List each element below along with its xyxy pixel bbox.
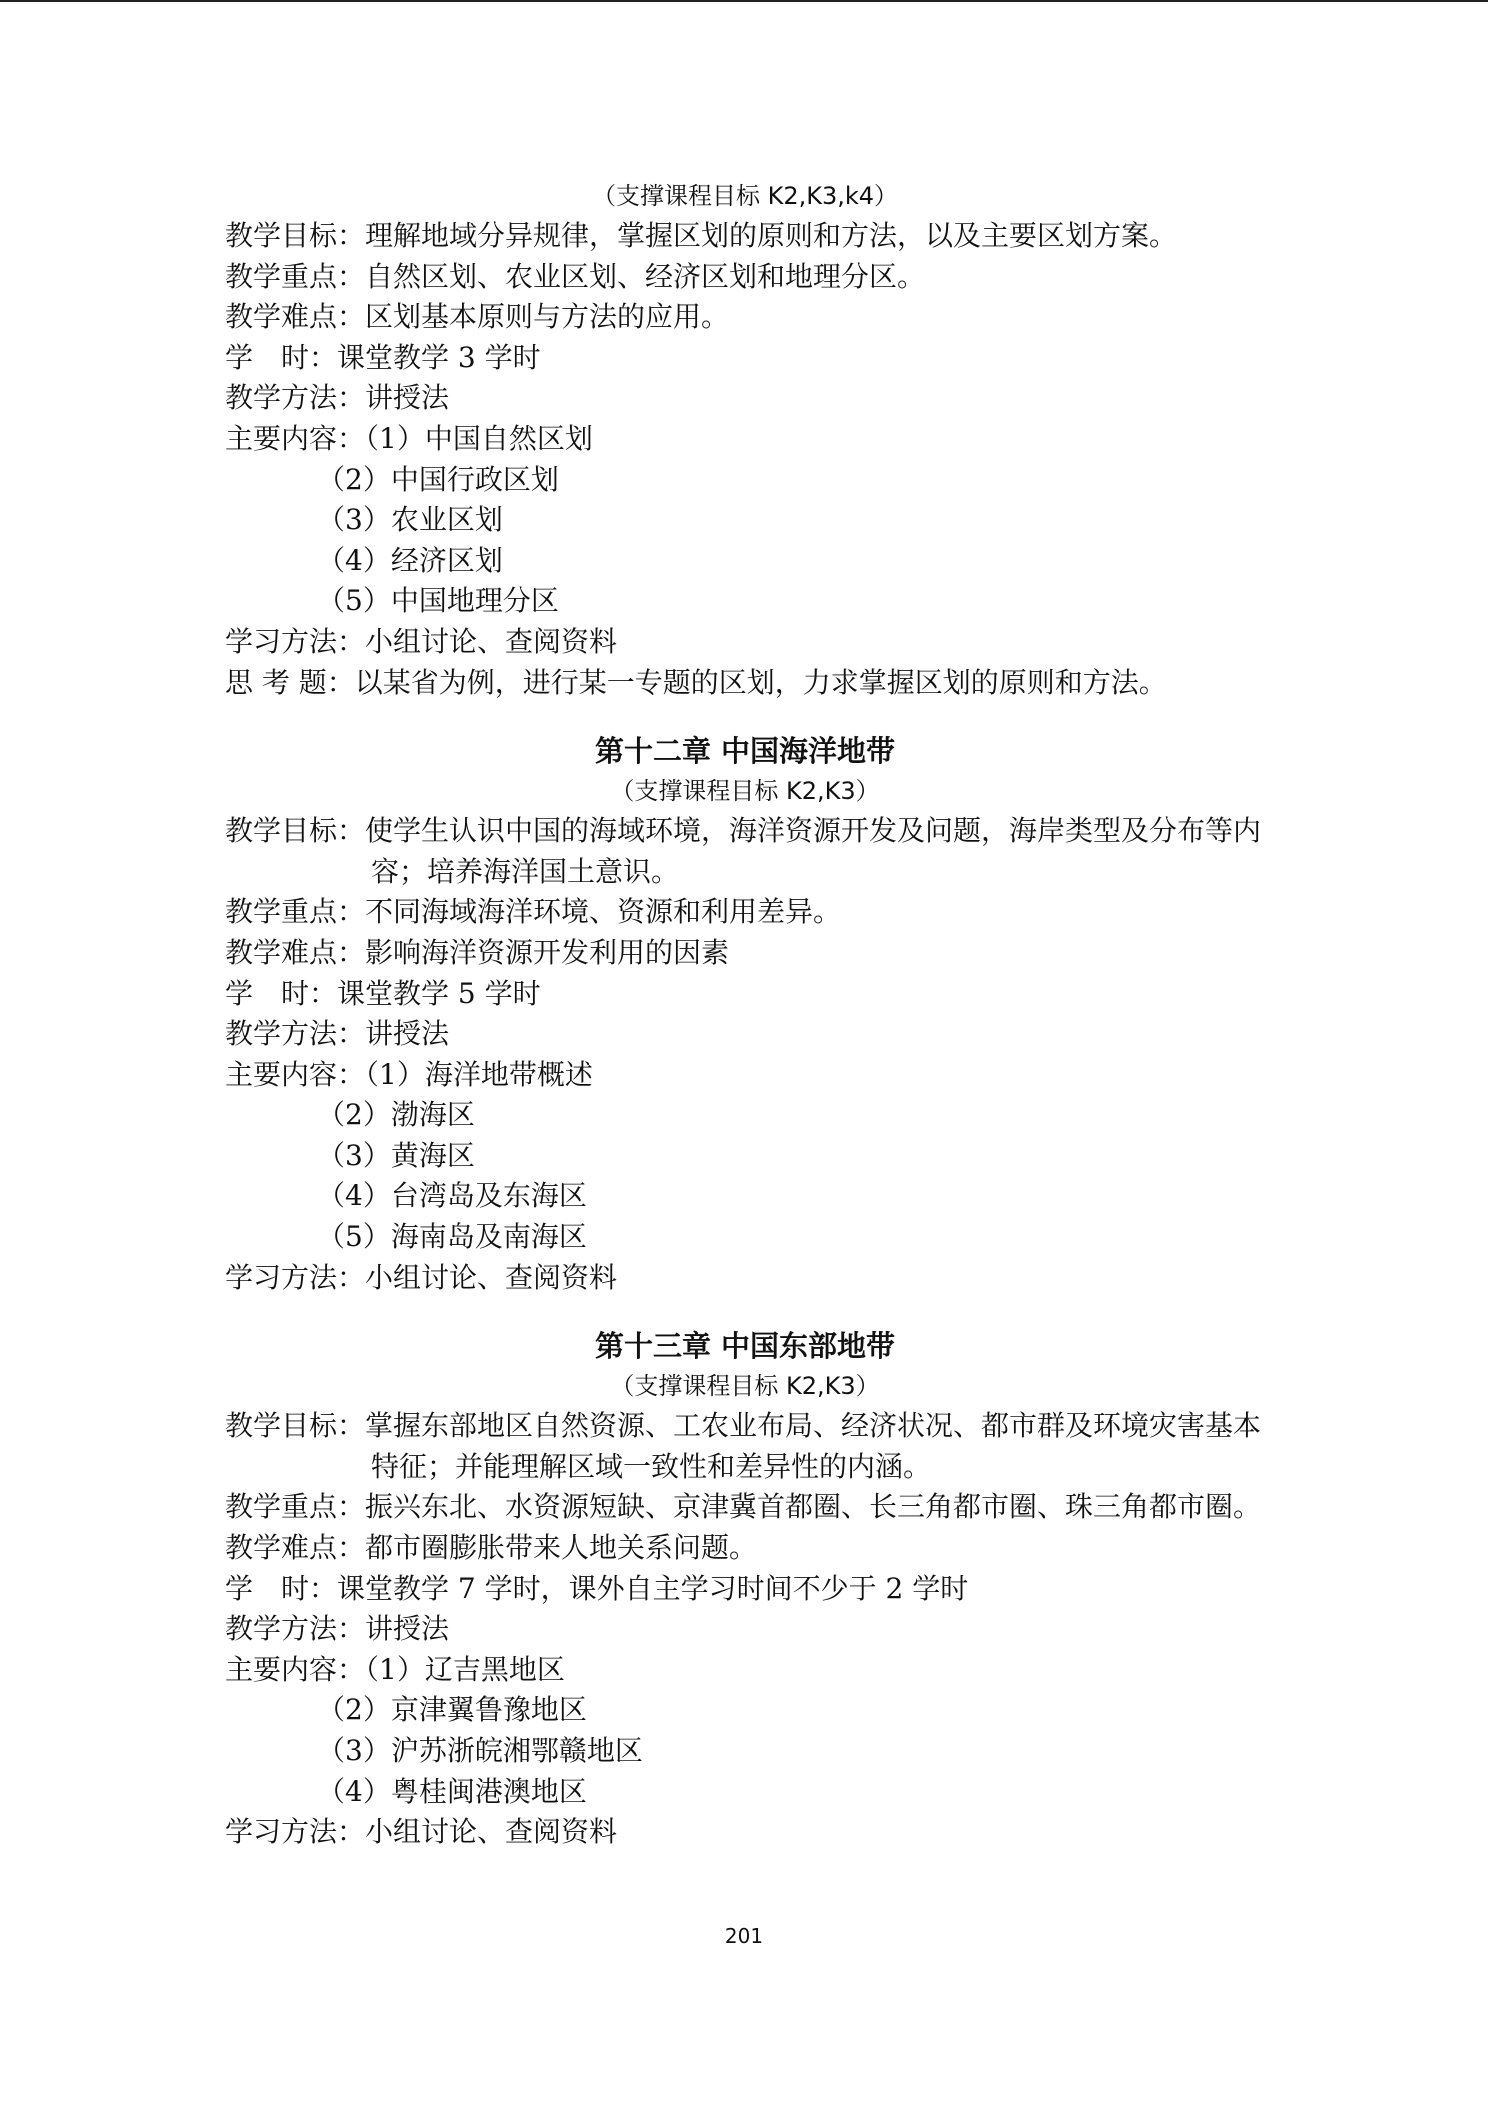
teaching-goal: 教学目标：使学生认识中国的海域环境，海洋资源开发及问题，海岸类型及分布等内容；培养海洋国土意识。 <box>225 814 1262 888</box>
teaching-focus: 教学重点：自然区划、农业区划、经济区划和地理分区。 <box>225 259 926 293</box>
learning-method: 学习方法：小组讨论、查阅资料 <box>225 624 618 658</box>
content-item: （5）海南岛及南海区 <box>317 1220 587 1254</box>
class-hours: 学 时：课堂教学 3 学时 <box>225 340 541 374</box>
main-content: 主要内容：（1）辽吉黑地区 <box>225 1652 565 1686</box>
teaching-method: 教学方法：讲授法 <box>225 1017 450 1051</box>
teaching-difficulty: 教学难点：影响海洋资源开发利用的因素 <box>225 935 730 969</box>
main-content: 主要内容：（1）中国自然区划 <box>225 421 593 455</box>
content-item: （3）农业区划 <box>317 503 503 537</box>
top-border <box>0 0 1488 2</box>
content-item: （2）渤海区 <box>317 1098 475 1132</box>
document-page <box>225 176 1265 1853</box>
content-item: （2）京津翼鲁豫地区 <box>317 1693 587 1727</box>
support-objectives: （支撑课程目标 K2,K3,k4） <box>591 182 899 210</box>
content-item: （4）经济区划 <box>317 543 503 577</box>
content-item: （2）中国行政区划 <box>317 462 559 496</box>
teaching-goal: 教学目标：理解地域分异规律，掌握区划的原则和方法，以及主要区划方案。 <box>225 219 1178 252</box>
teaching-focus: 教学重点：不同海域海洋环境、资源和利用差异。 <box>225 895 842 929</box>
teaching-focus: 教学重点：振兴东北、水资源短缺、京津冀首都圈、长三角都市圈、珠三角都市圈。 <box>225 1490 1262 1524</box>
discussion-question: 思 考 题：以某省为例，进行某一专题的区划，力求掌握区划的原则和方法。 <box>225 665 1167 699</box>
support-objectives: （支撑课程目标 K2,K3） <box>610 1372 880 1401</box>
learning-method: 学习方法：小组讨论、查阅资料 <box>225 1815 618 1849</box>
content-item: （3）黄海区 <box>317 1138 475 1172</box>
content-item: （4）粤桂闽港澳地区 <box>317 1774 587 1808</box>
section-regionalization <box>225 176 1265 703</box>
content-item: （3）沪苏浙皖湘鄂赣地区 <box>317 1734 643 1767</box>
learning-method: 学习方法：小组讨论、查阅资料 <box>225 1260 618 1294</box>
support-objectives: （支撑课程目标 K2,K3） <box>610 777 880 806</box>
class-hours: 学 时：课堂教学 5 学时 <box>225 976 541 1010</box>
content-item: （4）台湾岛及东海区 <box>317 1179 587 1213</box>
main-content: 主要内容：（1）海洋地带概述 <box>225 1057 593 1091</box>
chapter-12 <box>225 731 1265 1298</box>
chapter-title: 第十三章 中国东部地带 <box>594 1329 896 1364</box>
teaching-goal: 教学目标：掌握东部地区自然资源、工农业布局、经济状况、都市群及环境灾害基本特征；并能理解区域一致性和差异性的内涵。 <box>225 1409 1262 1483</box>
teaching-method: 教学方法：讲授法 <box>225 381 450 415</box>
chapter-title: 第十二章 中国海洋地带 <box>594 734 896 769</box>
teaching-method: 教学方法：讲授法 <box>225 1612 450 1646</box>
page-number: 201 <box>724 1924 764 1948</box>
teaching-difficulty: 教学难点：都市圈膨胀带来人地关系问题。 <box>225 1531 758 1565</box>
teaching-difficulty: 教学难点：区划基本原则与方法的应用。 <box>225 300 730 334</box>
content-item: （5）中国地理分区 <box>317 584 559 618</box>
class-hours: 学 时：课堂教学 7 学时，课外自主学习时间不少于 2 学时 <box>225 1571 969 1605</box>
chapter-13 <box>225 1326 1265 1853</box>
